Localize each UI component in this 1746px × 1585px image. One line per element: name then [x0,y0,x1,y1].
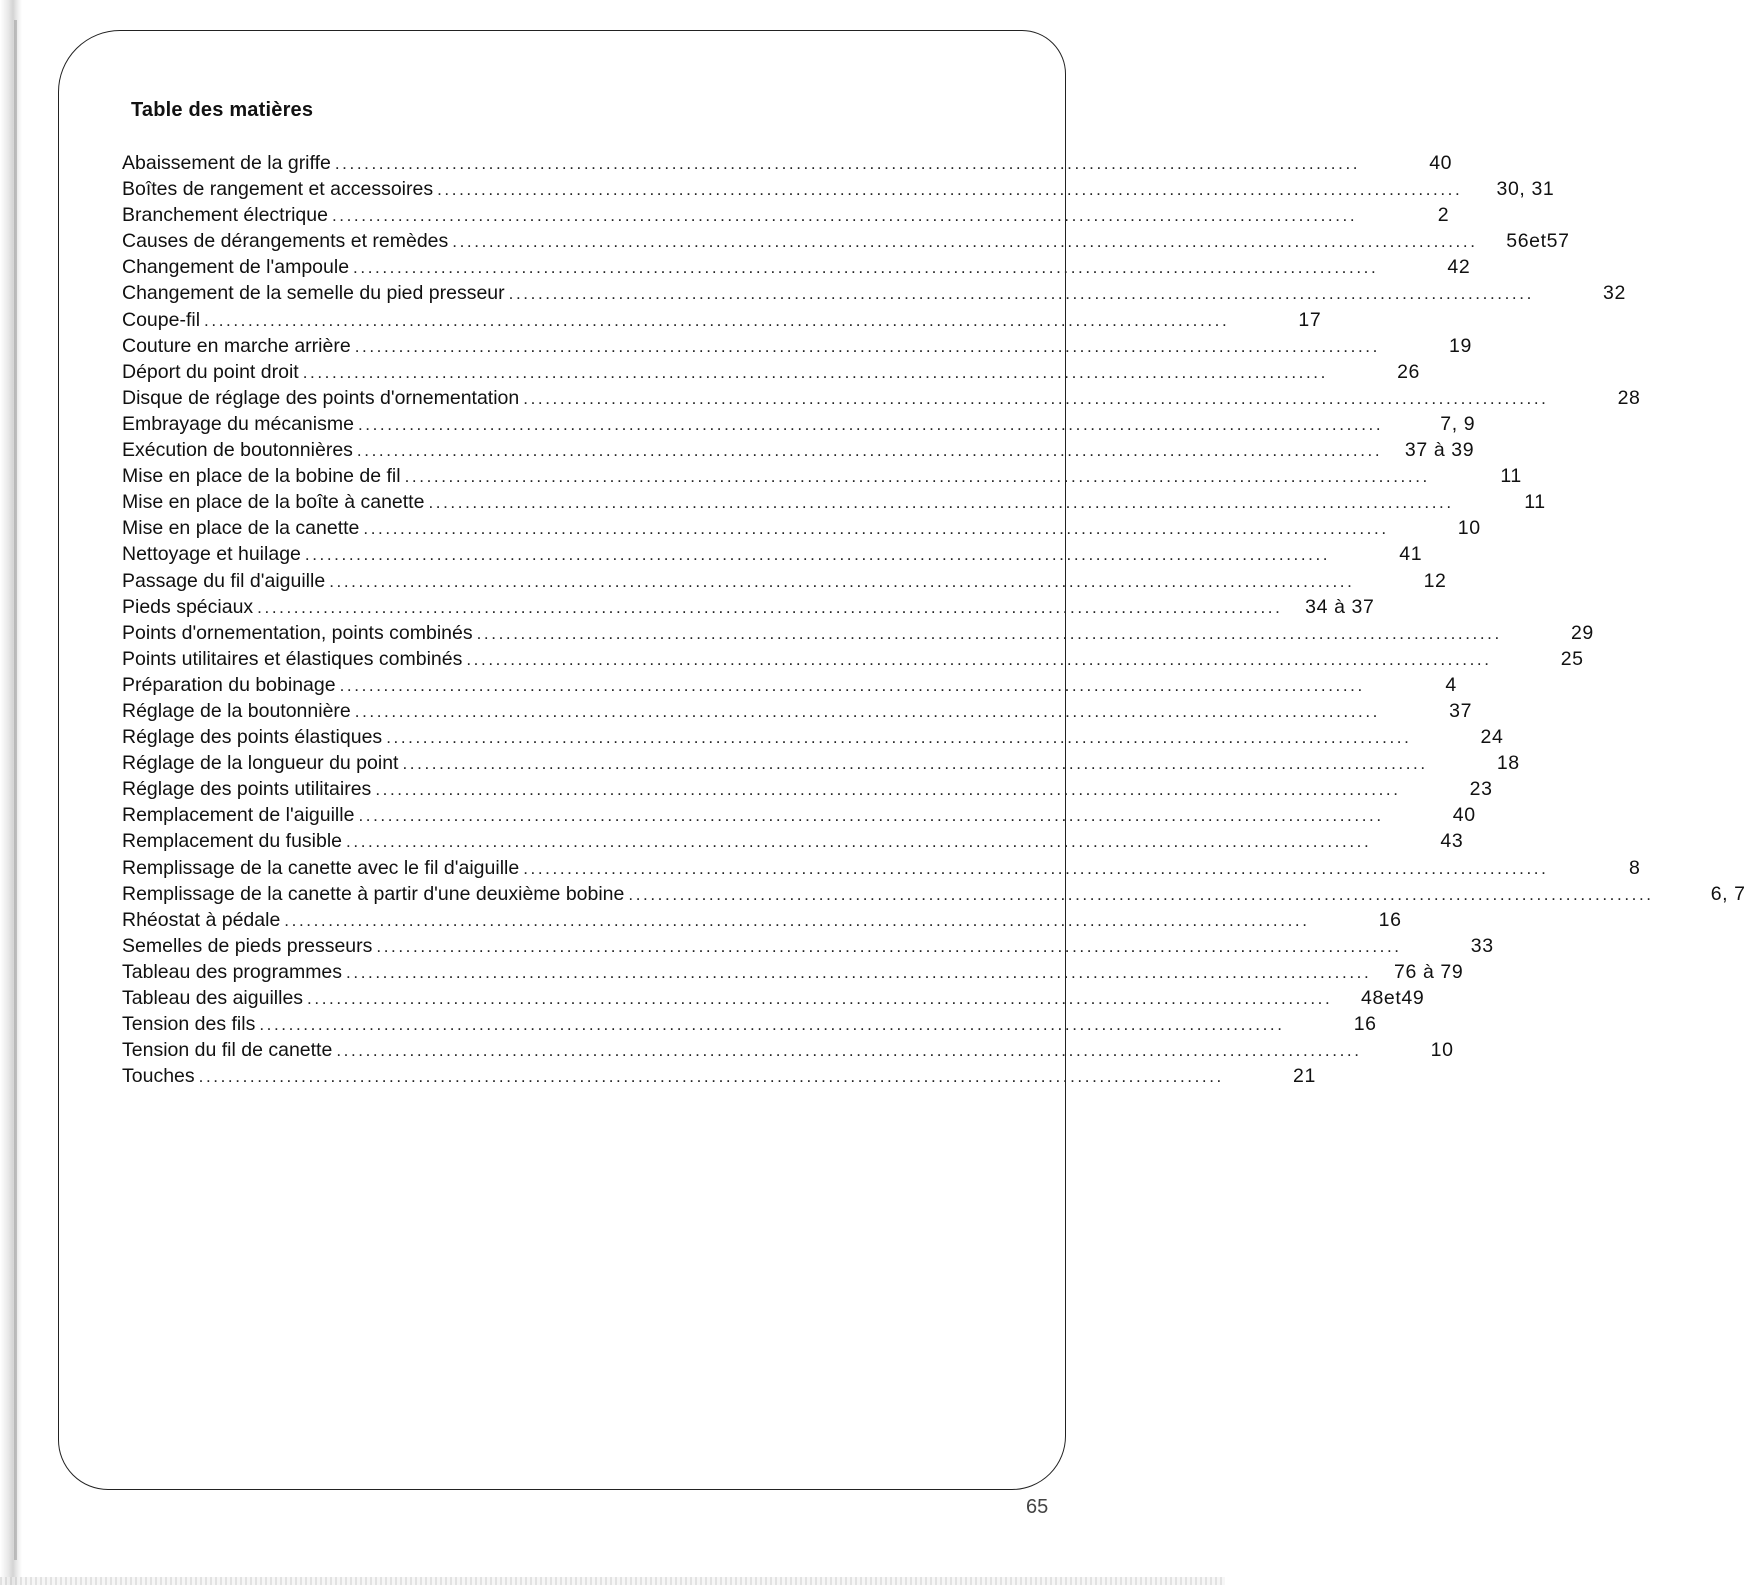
toc-entry-page: 8 [1629,856,1641,879]
toc-leader-dots: ............................................................................................................................................ [476,623,1502,643]
toc-entry-page: 21 [1293,1065,1316,1088]
toc-list [122,150,1746,1089]
toc-entry-page: 28 [1617,386,1641,409]
toc-entry [122,672,1457,698]
toc-entry-label: Boîtes de rangement et accessoires [122,178,434,201]
toc-entry-page: 2 [1437,204,1450,227]
toc-entry [122,515,1481,541]
toc-entry [122,646,1584,672]
toc-entry-page: 11 [1524,491,1546,514]
toc-entry-page: 16 [1353,1013,1377,1036]
toc-entry-label: Tension des fils [122,1013,256,1036]
toc-entry-label: Nettoyage et huilage [122,543,301,566]
toc-leader-dots: ............................................................................................................................................ [259,1015,1285,1035]
toc-entry [122,228,1570,254]
toc-entry [122,855,1641,881]
toc-entry-label: Tableau des aiguilles [122,987,304,1009]
toc-leader-dots: ............................................................................................................................................ [466,649,1492,669]
toc-entry-label: Réglage de la boutonnière [122,699,351,722]
toc-entry-label: Changement de l'ampoule [122,256,350,279]
toc-entry-page: 30, 31 [1496,178,1555,201]
toc-entry-page: 37 [1449,699,1473,722]
toc-entry [122,202,1450,228]
scan-bottom-edge [0,1577,1225,1585]
toc-leader-dots: ............................................................................................................................................ [523,858,1549,878]
toc-leader-dots: ............................................................................................................................................ [304,545,1331,565]
toc-leader-dots: ............................................................................................................................................ [336,1041,1362,1061]
toc-entry [122,802,1476,828]
toc-entry-label: Branchement électrique [122,204,328,227]
toc-entry [122,881,1746,907]
toc-entry-label: Réglage de la longueur du point [122,752,399,775]
toc-leader-dots: ............................................................................................................................................ [354,336,1380,356]
page-number: 65 [1026,1496,1049,1518]
toc-leader-dots: ............................................................................................................................................ [353,258,1379,278]
toc-entry-label: Semelles de pieds presseurs [122,934,373,957]
toc-entry [122,594,1375,620]
toc-entry-label: Coupe-fil [122,308,201,331]
toc-entry [122,359,1420,385]
toc-leader-dots: ............................................................................................................................................ [307,989,1333,1008]
toc-leader-dots: ............................................................................................................................................ [452,232,1478,252]
toc-leader-dots: ............................................................................................................................................ [346,962,1372,982]
toc-entry-page: 18 [1496,752,1520,775]
toc-entry-label: Remplacement du fusible [122,830,343,853]
toc-leader-dots: ............................................................................................................................................ [346,832,1372,852]
toc-entry [122,333,1472,359]
toc-entry [122,541,1423,567]
toc-entry-page: 42 [1447,256,1471,279]
scan-binding-shadow [14,20,17,1560]
toc-entry-page: 12 [1423,569,1447,592]
toc-entry [122,411,1476,437]
toc-entry-page: 16 [1378,908,1402,931]
toc-entry-label: Exécution de boutonnières [122,439,353,462]
toc-entry-label: Tableau des programmes [122,960,343,983]
toc-entry-label: Points d'ornementation, points combinés [122,621,473,644]
toc-entry-label: Remplissage de la canette avec le fil d'aiguille [122,856,520,879]
toc-entry-label: Remplissage de la canette à partir d'une deuxième bobine [122,882,625,905]
toc-entry [122,176,1555,202]
toc-entry [122,1063,1316,1089]
toc-entry-page: 23 [1469,778,1493,801]
toc-entry [122,1011,1377,1037]
toc-entry-page: 6, 7 [1710,882,1746,905]
toc-entry-page: 40 [1452,804,1476,827]
toc-leader-dots: ............................................................................................................................................ [339,675,1365,695]
toc-entry [122,776,1493,802]
toc-entry [122,698,1473,724]
toc-leader-dots: ............................................................................................................................................ [428,493,1454,513]
toc-entry-label: Tension du fil de canette [122,1039,333,1062]
toc-entry-label: Passage du fil d'aiguille [122,569,326,592]
toc-leader-dots: ............................................................................................................................................ [404,467,1430,487]
toc-entry-label: Couture en marche arrière [122,334,351,357]
toc-leader-dots: ............................................................................................................................................ [363,519,1389,539]
toc-leader-dots: ............................................................................................................................................ [356,441,1383,461]
toc-entry-page: 4 [1445,673,1457,696]
toc-entry [122,724,1504,750]
toc-entry-label: Embrayage du mécanisme [122,412,354,435]
toc-entry-label: Réglage des points élastiques [122,726,383,749]
toc-entry-label: Abaissement de la griffe [122,152,331,174]
toc-leader-dots: ............................................................................................................................................ [628,884,1654,904]
toc-entry-label: Changement de la semelle du pied presseur [122,282,505,305]
toc-entry [122,489,1546,515]
toc-entry-label: Remplacement de l'aiguille [122,804,355,827]
toc-entry-page: 48et49 [1361,987,1425,1009]
toc-entry-page: 37 à 39 [1404,439,1475,462]
toc-leader-dots: ............................................................................................................................................ [331,206,1358,226]
toc-entry-page: 29 [1570,621,1594,644]
toc-entry-page: 56et57 [1506,230,1570,253]
toc-leader-dots: ............................................................................................................................................ [284,910,1310,930]
toc-entry-page: 43 [1440,830,1464,853]
toc-entry [122,828,1464,854]
toc-leader-dots: ............................................................................................................................................ [257,597,1283,617]
toc-leader-dots: ............................................................................................................................................ [358,806,1384,826]
toc-leader-dots: ............................................................................................................................................ [508,284,1534,304]
toc-entry-page: 10 [1430,1039,1454,1062]
toc-leader-dots: ............................................................................................................................................ [357,414,1384,434]
toc-leader-dots: ............................................................................................................................................ [376,936,1402,956]
toc-leader-dots: ............................................................................................................................................ [204,310,1230,330]
toc-entry-label: Mise en place de la boîte à canette [122,491,425,514]
toc-entry [122,907,1402,933]
toc-entry-label: Préparation du bobinage [122,673,336,696]
toc-entry [122,150,1453,176]
toc-entry-page: 41 [1399,543,1423,566]
toc-entry [122,437,1475,463]
toc-entry-label: Déport du point droit [122,360,299,383]
toc-leader-dots: ............................................................................................................................................ [437,180,1463,200]
toc-leader-dots: ............................................................................................................................................ [386,728,1412,748]
toc-entry-label: Causes de dérangements et remèdes [122,230,449,253]
toc-entry-page: 19 [1449,334,1472,357]
toc-entry-label: Touches [122,1065,195,1088]
toc-entry [122,280,1626,306]
toc-title: Table des matières [131,99,314,121]
toc-entry [122,463,1522,489]
toc-entry-label: Mise en place de la bobine de fil [122,465,401,488]
toc-entry [122,985,1425,1011]
toc-leader-dots: ............................................................................................................................................ [334,154,1361,173]
toc-entry [122,959,1464,985]
toc-entry-page: 32 [1603,282,1626,305]
toc-entry-page: 11 [1500,465,1522,488]
toc-entry-page: 25 [1560,647,1584,670]
toc-entry-page: 76 à 79 [1394,960,1464,983]
toc-entry [122,385,1641,411]
toc-leader-dots: ............................................................................................................................................ [329,571,1355,591]
toc-leader-dots: ............................................................................................................................................ [198,1067,1224,1087]
toc-entry-label: Points utilitaires et élastiques combinés [122,647,463,670]
toc-leader-dots: ............................................................................................................................................ [354,701,1381,721]
toc-entry-page: 26 [1397,360,1420,383]
toc-leader-dots: ............................................................................................................................................ [402,754,1428,774]
toc-entry [122,568,1447,594]
toc-entry-page: 7, 9 [1440,412,1476,435]
toc-leader-dots: ............................................................................................................................................ [375,780,1401,800]
toc-entry-page: 40 [1429,152,1453,174]
toc-entry [122,307,1322,333]
toc-leader-dots: ............................................................................................................................................ [302,362,1328,382]
toc-entry-page: 24 [1480,726,1504,749]
toc-entry-label: Pieds spéciaux [122,595,254,618]
toc-entry [122,750,1520,776]
toc-entry-page: 34 à 37 [1305,595,1375,618]
toc-entry-label: Mise en place de la canette [122,517,360,540]
toc-entry [122,254,1471,280]
toc-entry-label: Disque de réglage des points d'ornementation [122,386,520,409]
toc-entry [122,620,1594,646]
scan-binding-edge [0,0,22,1585]
toc-entry [122,1037,1454,1063]
toc-entry-label: Réglage des points utilitaires [122,778,372,801]
toc-entry [122,933,1494,959]
toc-entry-page: 10 [1457,517,1481,540]
toc-entry-page: 17 [1298,308,1322,331]
toc-leader-dots: ............................................................................................................................................ [523,388,1549,408]
toc-entry-page: 33 [1470,934,1494,957]
toc-entry-label: Rhéostat à pédale [122,908,281,931]
